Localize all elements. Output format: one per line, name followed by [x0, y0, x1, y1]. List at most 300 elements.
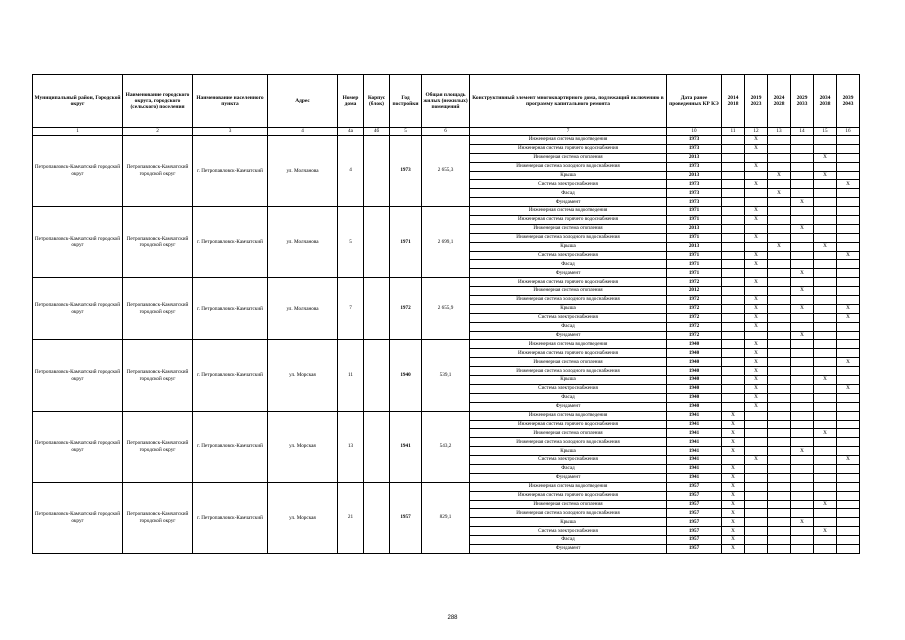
- table-body: [33, 136, 860, 554]
- period-mark-cell: [722, 171, 745, 180]
- header-period-2019: 2019 2023: [745, 75, 768, 128]
- period-mark-cell: [791, 367, 814, 376]
- period-mark-cell: [837, 322, 860, 331]
- street-cell: ул. Молчанова: [268, 207, 338, 278]
- element-name-cell: Фундамент: [470, 269, 667, 278]
- period-mark-cell: [768, 482, 791, 491]
- period-mark-cell: [791, 136, 814, 145]
- element-name-cell: Инженерная система отопления: [470, 287, 667, 296]
- period-mark-cell: X: [722, 420, 745, 429]
- period-mark-cell: X: [814, 429, 837, 438]
- element-name-cell: Инженерная система холодного водоснабжения: [470, 367, 667, 376]
- header-area: Общая площадь жилых (нежилых) помещений: [422, 75, 470, 128]
- period-mark-cell: [814, 447, 837, 456]
- period-mark-cell: [722, 384, 745, 393]
- period-mark-cell: [837, 260, 860, 269]
- period-mark-cell: [837, 153, 860, 162]
- column-number: 11: [722, 128, 745, 136]
- column-number: 1: [33, 128, 123, 136]
- period-mark-cell: [814, 216, 837, 225]
- period-mark-cell: [768, 402, 791, 411]
- period-mark-cell: X: [791, 269, 814, 278]
- period-mark-cell: X: [745, 340, 768, 349]
- period-mark-cell: [768, 278, 791, 287]
- column-number: 10: [667, 128, 722, 136]
- period-mark-cell: [722, 456, 745, 465]
- period-mark-cell: [791, 144, 814, 153]
- period-mark-cell: [837, 393, 860, 402]
- period-mark-cell: X: [745, 349, 768, 358]
- year-built-cell: 1973: [390, 136, 422, 207]
- repair-date-cell: 1941: [667, 438, 722, 447]
- building-cell: [364, 278, 390, 340]
- period-mark-cell: [768, 509, 791, 518]
- period-mark-cell: [837, 171, 860, 180]
- period-mark-cell: X: [837, 358, 860, 367]
- period-mark-cell: [814, 304, 837, 313]
- repair-date-cell: 1971: [667, 251, 722, 260]
- period-mark-cell: [791, 411, 814, 420]
- period-mark-cell: [791, 216, 814, 225]
- repair-date-cell: 1957: [667, 482, 722, 491]
- district-cell: Петропавловск-Камчатский городской округ: [33, 207, 123, 278]
- period-mark-cell: [837, 482, 860, 491]
- period-mark-cell: [814, 162, 837, 171]
- repair-date-cell: 1971: [667, 233, 722, 242]
- repair-date-cell: 1972: [667, 313, 722, 322]
- period-mark-cell: [745, 438, 768, 447]
- period-mark-cell: [745, 482, 768, 491]
- period-mark-cell: [791, 384, 814, 393]
- period-mark-cell: [814, 464, 837, 473]
- period-mark-cell: [745, 509, 768, 518]
- period-mark-cell: [837, 269, 860, 278]
- area-cell: 829,1: [422, 482, 470, 553]
- locality-cell: г. Петропавловск-Камчатский: [193, 136, 268, 207]
- period-mark-cell: [768, 287, 791, 296]
- repair-date-cell: 1941: [667, 473, 722, 482]
- period-mark-cell: [722, 153, 745, 162]
- element-name-cell: Крыша: [470, 304, 667, 313]
- period-mark-cell: [791, 527, 814, 536]
- period-mark-cell: [814, 207, 837, 216]
- repair-date-cell: 1941: [667, 447, 722, 456]
- house-number-cell: 4: [338, 136, 364, 207]
- period-mark-cell: [722, 180, 745, 189]
- table-row: [33, 136, 860, 145]
- element-name-cell: Фундамент: [470, 331, 667, 340]
- period-mark-cell: [745, 411, 768, 420]
- period-mark-cell: [837, 491, 860, 500]
- period-mark-cell: X: [745, 278, 768, 287]
- period-mark-cell: [745, 527, 768, 536]
- period-mark-cell: [722, 367, 745, 376]
- element-name-cell: Фасад: [470, 260, 667, 269]
- repair-date-cell: 1941: [667, 420, 722, 429]
- building-cell: [364, 136, 390, 207]
- period-mark-cell: [814, 438, 837, 447]
- header-house-number: Номер дома: [338, 75, 364, 128]
- repair-date-cell: 1940: [667, 402, 722, 411]
- period-mark-cell: [814, 224, 837, 233]
- period-mark-cell: [814, 180, 837, 189]
- period-mark-cell: [722, 251, 745, 260]
- column-number: 12: [745, 128, 768, 136]
- period-mark-cell: X: [745, 216, 768, 225]
- period-mark-cell: [837, 144, 860, 153]
- period-mark-cell: [814, 287, 837, 296]
- period-mark-cell: [722, 269, 745, 278]
- period-mark-cell: [722, 216, 745, 225]
- period-mark-cell: [837, 136, 860, 145]
- period-mark-cell: [722, 340, 745, 349]
- settlement-cell: Петропавловск-Камчатский городской округ: [123, 340, 193, 411]
- column-number-row: [33, 128, 860, 136]
- period-mark-cell: [791, 473, 814, 482]
- element-name-cell: Система электроснабжения: [470, 313, 667, 322]
- period-mark-cell: X: [745, 402, 768, 411]
- element-name-cell: Система электроснабжения: [470, 180, 667, 189]
- locality-cell: г. Петропавловск-Камчатский: [193, 278, 268, 340]
- repair-date-cell: 1940: [667, 384, 722, 393]
- period-mark-cell: [791, 313, 814, 322]
- settlement-cell: Петропавловск-Камчатский городской округ: [123, 411, 193, 482]
- period-mark-cell: [722, 322, 745, 331]
- period-mark-cell: [837, 411, 860, 420]
- period-mark-cell: [791, 251, 814, 260]
- repair-date-cell: 1957: [667, 518, 722, 527]
- element-name-cell: Система электроснабжения: [470, 384, 667, 393]
- element-name-cell: Фасад: [470, 393, 667, 402]
- period-mark-cell: [791, 207, 814, 216]
- period-mark-cell: X: [745, 180, 768, 189]
- column-number: 5: [390, 128, 422, 136]
- period-mark-cell: [768, 527, 791, 536]
- period-mark-cell: [791, 500, 814, 509]
- period-mark-cell: [745, 518, 768, 527]
- period-mark-cell: [814, 420, 837, 429]
- period-mark-cell: [791, 340, 814, 349]
- period-mark-cell: X: [745, 251, 768, 260]
- period-mark-cell: [722, 224, 745, 233]
- repair-date-cell: 1957: [667, 491, 722, 500]
- period-mark-cell: [791, 456, 814, 465]
- period-mark-cell: [722, 331, 745, 340]
- year-built-cell: 1972: [390, 278, 422, 340]
- period-mark-cell: X: [837, 384, 860, 393]
- period-mark-cell: X: [745, 233, 768, 242]
- street-cell: ул. Морская: [268, 411, 338, 482]
- element-name-cell: Инженерная система отопления: [470, 224, 667, 233]
- header-address: Адрес: [268, 75, 338, 128]
- repair-date-cell: 1971: [667, 269, 722, 278]
- period-mark-cell: [814, 269, 837, 278]
- period-mark-cell: [837, 509, 860, 518]
- element-name-cell: Фундамент: [470, 544, 667, 553]
- period-mark-cell: [837, 518, 860, 527]
- period-mark-cell: X: [814, 171, 837, 180]
- element-name-cell: Система электроснабжения: [470, 456, 667, 465]
- column-number: 6: [422, 128, 470, 136]
- period-mark-cell: [722, 136, 745, 145]
- period-mark-cell: [791, 464, 814, 473]
- period-mark-cell: [791, 233, 814, 242]
- period-mark-cell: [768, 464, 791, 473]
- period-mark-cell: [791, 153, 814, 162]
- column-number: 15: [814, 128, 837, 136]
- period-mark-cell: [791, 296, 814, 305]
- repair-date-cell: 1957: [667, 544, 722, 553]
- repair-date-cell: 1957: [667, 509, 722, 518]
- house-number-cell: 13: [338, 411, 364, 482]
- page-number: 288: [447, 615, 458, 621]
- element-name-cell: Инженерная система отопления: [470, 358, 667, 367]
- period-mark-cell: [768, 207, 791, 216]
- element-name-cell: Фундамент: [470, 402, 667, 411]
- repair-program-sheet: [32, 74, 859, 554]
- period-mark-cell: [791, 322, 814, 331]
- period-mark-cell: [722, 296, 745, 305]
- period-mark-cell: [837, 349, 860, 358]
- element-name-cell: Система электроснабжения: [470, 527, 667, 536]
- locality-cell: г. Петропавловск-Камчатский: [193, 411, 268, 482]
- period-mark-cell: X: [768, 171, 791, 180]
- period-mark-cell: [837, 438, 860, 447]
- element-name-cell: Инженерная система водоотведения: [470, 482, 667, 491]
- header-period-2029: 2029 2033: [791, 75, 814, 128]
- period-mark-cell: X: [768, 242, 791, 251]
- column-number: 4а: [338, 128, 364, 136]
- table-row: [33, 482, 860, 491]
- column-number: 14: [791, 128, 814, 136]
- period-mark-cell: [745, 224, 768, 233]
- period-mark-cell: [814, 296, 837, 305]
- period-mark-cell: X: [837, 304, 860, 313]
- element-name-cell: Инженерная система горячего водоснабжения: [470, 491, 667, 500]
- element-name-cell: Система электроснабжения: [470, 251, 667, 260]
- repair-date-cell: 1971: [667, 260, 722, 269]
- period-mark-cell: [745, 491, 768, 500]
- period-mark-cell: [768, 216, 791, 225]
- period-mark-cell: X: [814, 527, 837, 536]
- element-name-cell: Инженерная система холодного водоснабжения: [470, 509, 667, 518]
- period-mark-cell: [768, 438, 791, 447]
- header-year: Год постройки: [390, 75, 422, 128]
- element-name-cell: Инженерная система горячего водоснабжения: [470, 278, 667, 287]
- repair-date-cell: 1940: [667, 393, 722, 402]
- period-mark-cell: [837, 278, 860, 287]
- repair-date-cell: 1973: [667, 180, 722, 189]
- period-mark-cell: X: [722, 500, 745, 509]
- period-mark-cell: X: [745, 144, 768, 153]
- header-previous-repair-date: Дата ранее проведенных КР КЭ: [667, 75, 722, 128]
- period-mark-cell: [722, 349, 745, 358]
- period-mark-cell: [791, 260, 814, 269]
- period-mark-cell: [768, 393, 791, 402]
- repair-date-cell: 2013: [667, 242, 722, 251]
- district-cell: Петропавловск-Камчатский городской округ: [33, 340, 123, 411]
- element-name-cell: Инженерная система горячего водоснабжения: [470, 144, 667, 153]
- area-cell: 2 655,3: [422, 136, 470, 207]
- period-mark-cell: X: [837, 456, 860, 465]
- period-mark-cell: X: [745, 162, 768, 171]
- period-mark-cell: [814, 456, 837, 465]
- header-row: [33, 75, 860, 128]
- element-name-cell: Инженерная система холодного водоснабжения: [470, 438, 667, 447]
- column-number: 4б: [364, 128, 390, 136]
- period-mark-cell: [722, 358, 745, 367]
- period-mark-cell: [814, 144, 837, 153]
- period-mark-cell: [791, 180, 814, 189]
- locality-cell: г. Петропавловск-Камчатский: [193, 207, 268, 278]
- period-mark-cell: [768, 500, 791, 509]
- period-mark-cell: [814, 313, 837, 322]
- period-mark-cell: X: [791, 447, 814, 456]
- period-mark-cell: [768, 536, 791, 545]
- period-mark-cell: [837, 500, 860, 509]
- period-mark-cell: [722, 144, 745, 153]
- period-mark-cell: [837, 367, 860, 376]
- area-cell: 2 655,9: [422, 278, 470, 340]
- house-number-cell: 5: [338, 207, 364, 278]
- period-mark-cell: [837, 162, 860, 171]
- element-name-cell: Фасад: [470, 189, 667, 198]
- period-mark-cell: [814, 278, 837, 287]
- element-name-cell: Инженерная система горячего водоснабжения: [470, 349, 667, 358]
- period-mark-cell: [837, 447, 860, 456]
- period-mark-cell: X: [722, 464, 745, 473]
- repair-date-cell: 1941: [667, 411, 722, 420]
- period-mark-cell: [814, 198, 837, 207]
- repair-date-cell: 1972: [667, 304, 722, 313]
- period-mark-cell: [837, 224, 860, 233]
- repair-date-cell: 2013: [667, 171, 722, 180]
- period-mark-cell: [722, 304, 745, 313]
- period-mark-cell: X: [837, 251, 860, 260]
- period-mark-cell: X: [745, 456, 768, 465]
- period-mark-cell: [722, 278, 745, 287]
- period-mark-cell: [722, 242, 745, 251]
- period-mark-cell: [745, 464, 768, 473]
- repair-date-cell: 1973: [667, 189, 722, 198]
- element-name-cell: Крыша: [470, 171, 667, 180]
- repair-date-cell: 1941: [667, 429, 722, 438]
- header-period-2039: 2039 2043: [837, 75, 860, 128]
- repair-date-cell: 1972: [667, 278, 722, 287]
- repair-date-cell: 1972: [667, 322, 722, 331]
- period-mark-cell: X: [745, 384, 768, 393]
- repair-date-cell: 1940: [667, 340, 722, 349]
- element-name-cell: Инженерная система отопления: [470, 153, 667, 162]
- element-name-cell: Инженерная система отопления: [470, 429, 667, 438]
- period-mark-cell: X: [745, 322, 768, 331]
- period-mark-cell: X: [722, 411, 745, 420]
- period-mark-cell: [722, 287, 745, 296]
- period-mark-cell: [837, 376, 860, 385]
- period-mark-cell: [837, 527, 860, 536]
- settlement-cell: Петропавловск-Камчатский городской округ: [123, 136, 193, 207]
- period-mark-cell: [814, 473, 837, 482]
- period-mark-cell: [722, 376, 745, 385]
- column-number: 13: [768, 128, 791, 136]
- period-mark-cell: X: [814, 376, 837, 385]
- period-mark-cell: [768, 367, 791, 376]
- area-cell: 539,1: [422, 340, 470, 411]
- period-mark-cell: X: [814, 500, 837, 509]
- period-mark-cell: [814, 491, 837, 500]
- period-mark-cell: [814, 358, 837, 367]
- period-mark-cell: X: [745, 313, 768, 322]
- element-name-cell: Инженерная система отопления: [470, 500, 667, 509]
- street-cell: ул. Морская: [268, 340, 338, 411]
- repair-date-cell: 1940: [667, 349, 722, 358]
- period-mark-cell: [791, 171, 814, 180]
- element-name-cell: Крыша: [470, 242, 667, 251]
- period-mark-cell: [837, 473, 860, 482]
- period-mark-cell: X: [745, 296, 768, 305]
- period-mark-cell: [791, 162, 814, 171]
- period-mark-cell: [814, 402, 837, 411]
- period-mark-cell: X: [745, 376, 768, 385]
- year-built-cell: 1941: [390, 411, 422, 482]
- period-mark-cell: [837, 296, 860, 305]
- header-period-2034: 2034 2038: [814, 75, 837, 128]
- period-mark-cell: [814, 233, 837, 242]
- period-mark-cell: [722, 198, 745, 207]
- element-name-cell: Фасад: [470, 536, 667, 545]
- header-building: Корпус (блок): [364, 75, 390, 128]
- period-mark-cell: [814, 536, 837, 545]
- repair-date-cell: 1957: [667, 500, 722, 509]
- period-mark-cell: [791, 349, 814, 358]
- period-mark-cell: [745, 429, 768, 438]
- period-mark-cell: [814, 482, 837, 491]
- element-name-cell: Крыша: [470, 518, 667, 527]
- district-cell: Петропавловск-Камчатский городской округ: [33, 482, 123, 553]
- building-cell: [364, 482, 390, 553]
- element-name-cell: Инженерная система холодного водоснабжения: [470, 162, 667, 171]
- period-mark-cell: [837, 544, 860, 553]
- period-mark-cell: [768, 491, 791, 500]
- period-mark-cell: [768, 322, 791, 331]
- period-mark-cell: [745, 269, 768, 278]
- period-mark-cell: [722, 260, 745, 269]
- period-mark-cell: X: [745, 304, 768, 313]
- period-mark-cell: [768, 153, 791, 162]
- period-mark-cell: [768, 447, 791, 456]
- period-mark-cell: [791, 491, 814, 500]
- period-mark-cell: X: [745, 393, 768, 402]
- district-cell: Петропавловск-Камчатский городской округ: [33, 411, 123, 482]
- period-mark-cell: [814, 518, 837, 527]
- period-mark-cell: [745, 500, 768, 509]
- repair-date-cell: 1941: [667, 464, 722, 473]
- header-period-2024: 2024 2028: [768, 75, 791, 128]
- period-mark-cell: X: [722, 536, 745, 545]
- column-number: 16: [837, 128, 860, 136]
- period-mark-cell: [837, 420, 860, 429]
- period-mark-cell: X: [745, 358, 768, 367]
- repair-date-cell: 1941: [667, 456, 722, 465]
- settlement-cell: Петропавловск-Камчатский городской округ: [123, 207, 193, 278]
- building-cell: [364, 340, 390, 411]
- period-mark-cell: [814, 189, 837, 198]
- period-mark-cell: [768, 162, 791, 171]
- period-mark-cell: [768, 251, 791, 260]
- period-mark-cell: [837, 429, 860, 438]
- period-mark-cell: X: [791, 198, 814, 207]
- period-mark-cell: [837, 242, 860, 251]
